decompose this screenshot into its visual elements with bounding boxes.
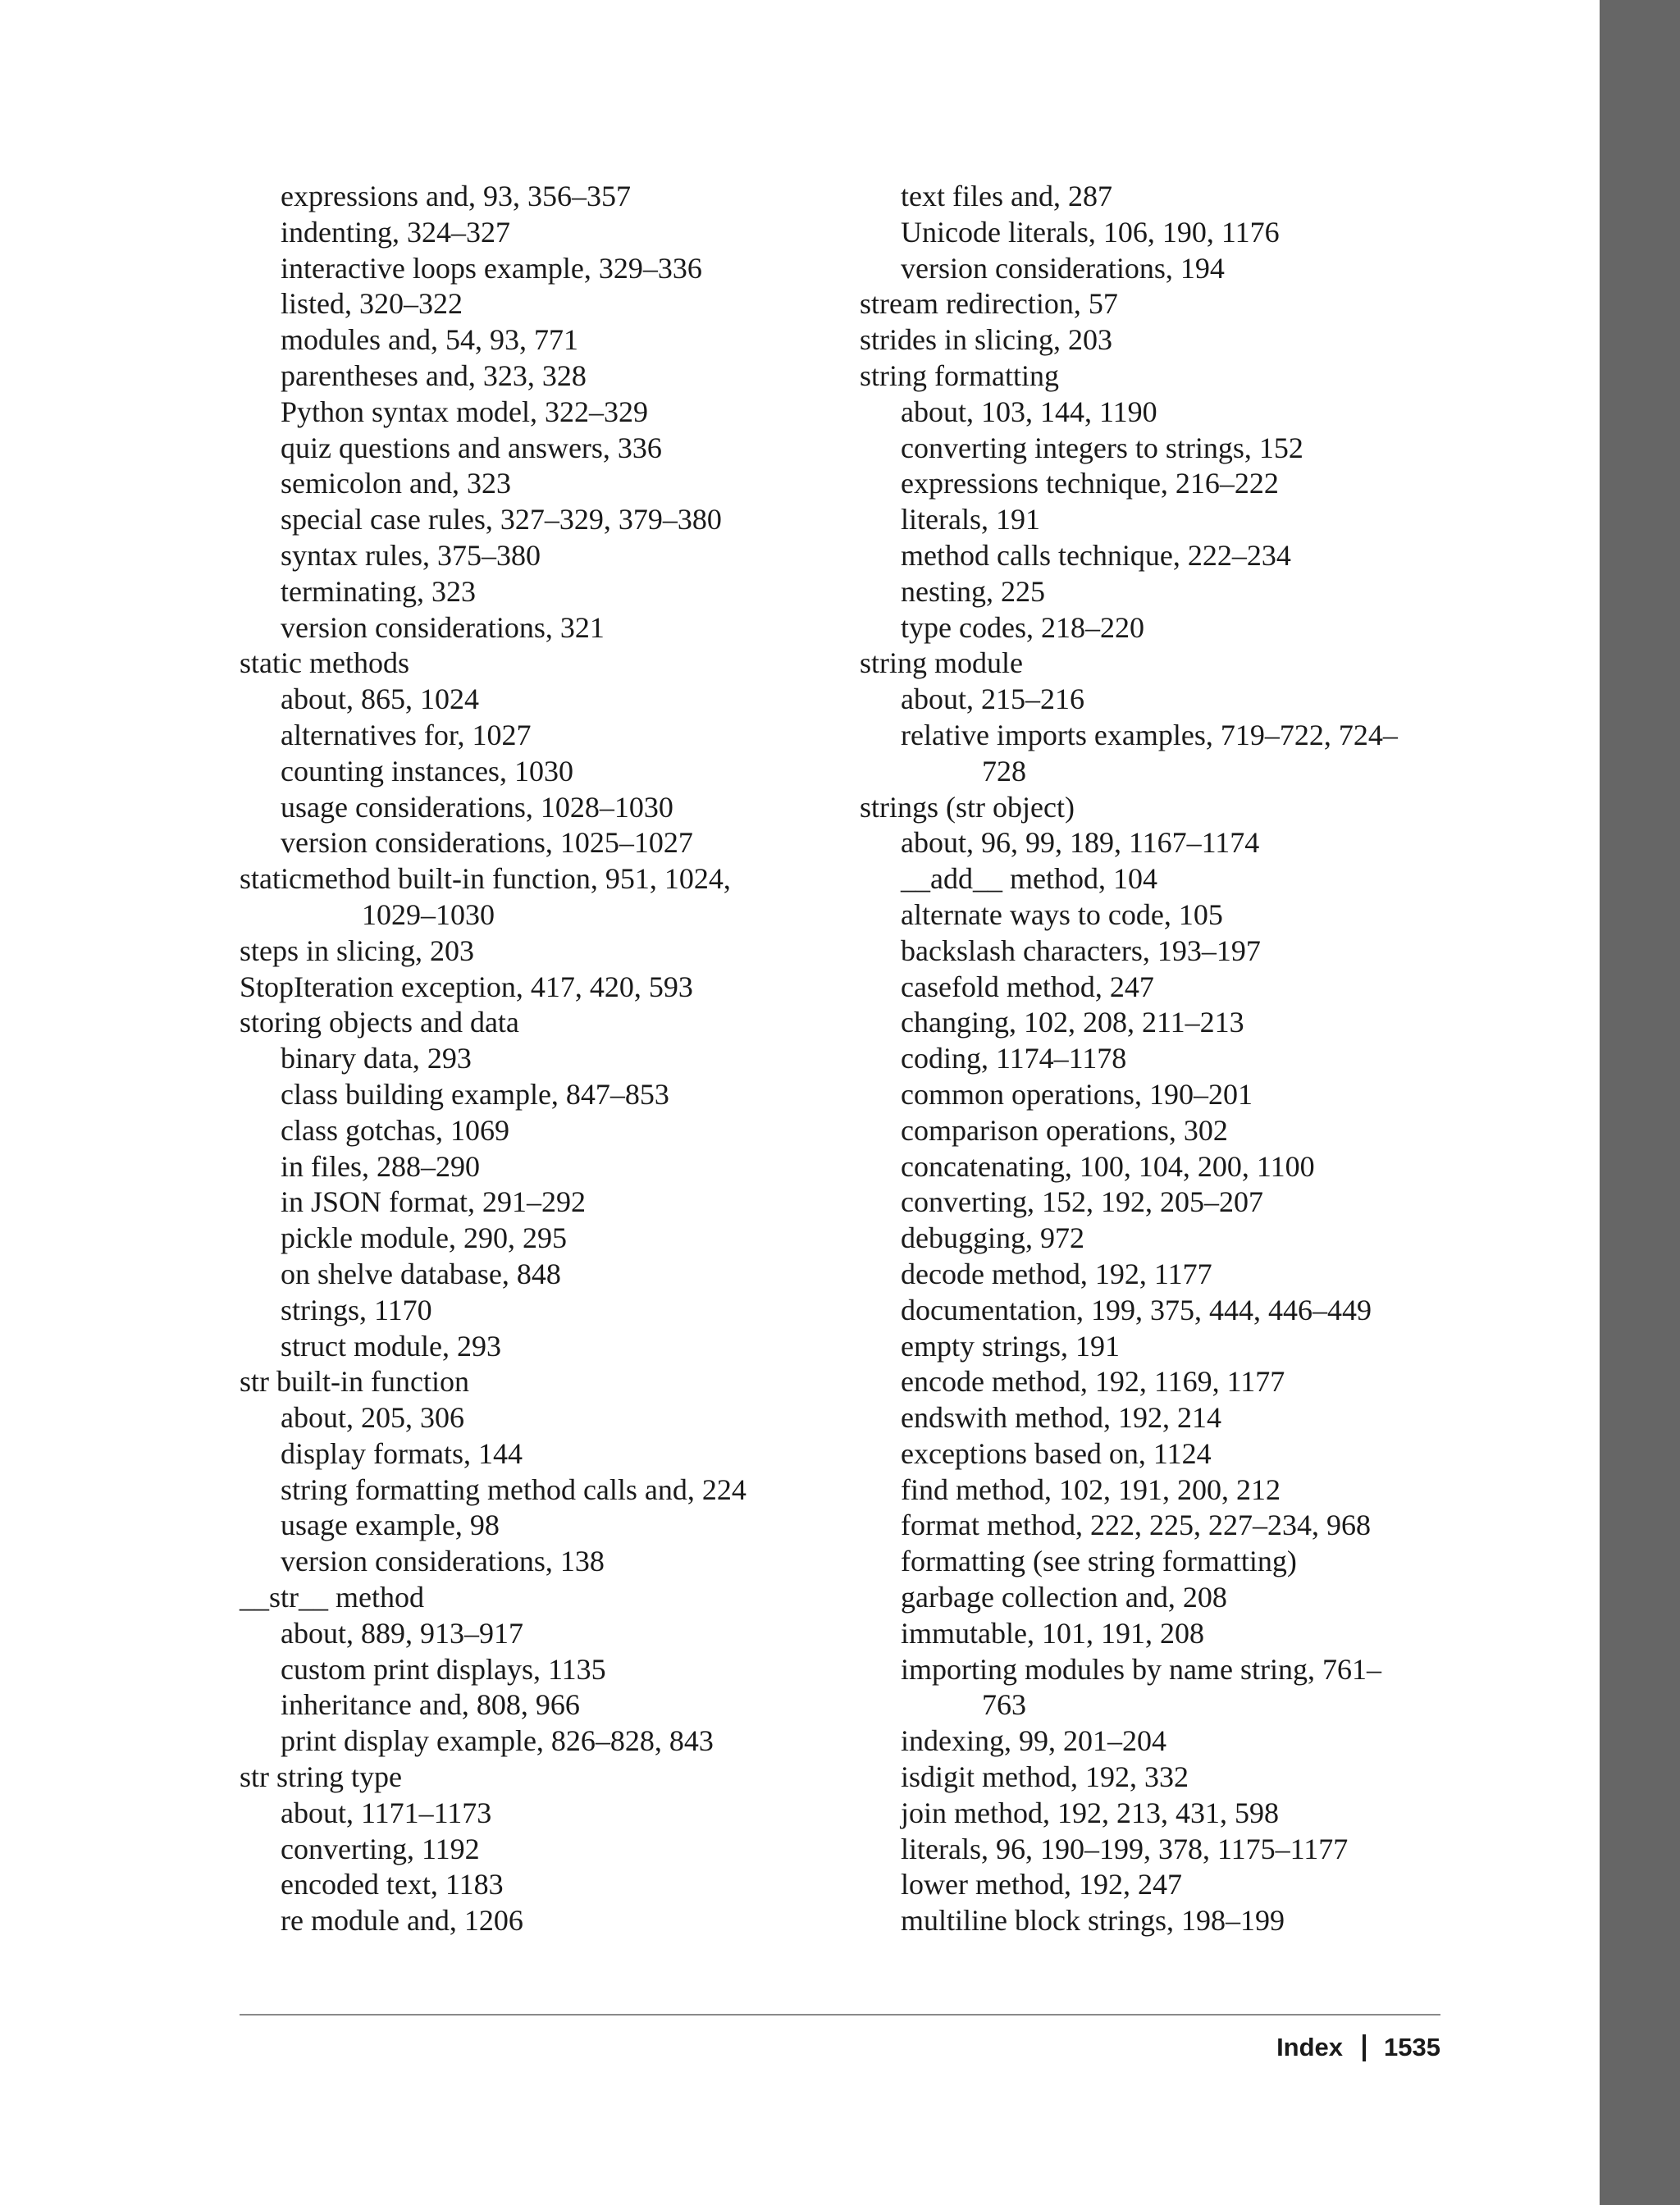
index-subentry: lower method, 192, 247: [901, 1868, 1182, 1901]
page-footer: [1276, 2029, 1440, 2066]
index-subentry: display formats, 144: [281, 1436, 523, 1470]
index-main-entry: static methods: [240, 646, 409, 680]
index-subentry: nesting, 225: [901, 574, 1045, 608]
index-subentry: parentheses and, 323, 328: [281, 358, 587, 392]
index-main-entry: string formatting: [860, 358, 1059, 392]
index-subentry: inheritance and, 808, 966: [281, 1688, 580, 1722]
index-subentry: alternatives for, 1027: [281, 718, 532, 751]
index-subentry: indenting, 324–327: [281, 215, 510, 249]
index-subentry: method calls technique, 222–234: [901, 538, 1291, 572]
index-subentry: on shelve database, 848: [281, 1257, 561, 1290]
index-subentry: decode method, 192, 1177: [901, 1257, 1212, 1290]
index-subentry: usage considerations, 1028–1030: [281, 790, 673, 824]
index-main-entry: string module: [860, 646, 1023, 680]
footer-separator: [1363, 2034, 1366, 2061]
index-subentry: relative imports examples, 719–722, 724–: [901, 718, 1398, 751]
footer-section-label: Index: [1276, 2033, 1344, 2061]
index-subentry: formatting (see string formatting): [901, 1545, 1297, 1578]
index-main-entry: steps in slicing, 203: [240, 934, 474, 967]
index-subentry: encode method, 192, 1169, 1177: [901, 1365, 1285, 1399]
index-subentry: format method, 222, 225, 227–234, 968: [901, 1509, 1371, 1542]
index-subentry: about, 1171–1173: [281, 1796, 492, 1829]
index-subentry: version considerations, 138: [281, 1545, 605, 1578]
index-subentry: listed, 320–322: [281, 287, 463, 321]
index-subentry: string formatting method calls and, 224: [281, 1472, 746, 1506]
index-main-entry: staticmethod built-in function, 951, 1024,: [240, 862, 731, 896]
index-subentry: about, 865, 1024: [281, 682, 479, 716]
index-subentry: in files, 288–290: [281, 1149, 480, 1183]
index-subentry: about, 215–216: [901, 682, 1084, 716]
index-subentry: terminating, 323: [281, 574, 476, 608]
index-subentry: garbage collection and, 208: [901, 1581, 1227, 1614]
index-subentry: struct module, 293: [281, 1329, 501, 1363]
index-subentry: literals, 191: [901, 503, 1040, 536]
index-subentry: print display example, 826–828, 843: [281, 1724, 714, 1758]
index-main-entry: strings (str object): [860, 790, 1075, 824]
index-subentry: class building example, 847–853: [281, 1077, 669, 1111]
index-subentry: text files and, 287: [901, 180, 1112, 212]
index-subentry: endswith method, 192, 214: [901, 1401, 1221, 1435]
index-subentry: Unicode literals, 106, 190, 1176: [901, 215, 1280, 249]
index-column-right: [860, 179, 1483, 1939]
index-entry-continuation: 1029–1030: [362, 897, 495, 931]
index-subentry: documentation, 199, 375, 444, 446–449: [901, 1293, 1372, 1326]
index-subentry: Python syntax model, 322–329: [281, 395, 648, 428]
index-subentry: syntax rules, 375–380: [281, 538, 541, 572]
index-subentry: exceptions based on, 1124: [901, 1436, 1212, 1470]
index-main-entry: str string type: [240, 1760, 402, 1794]
index-subentry: converting, 152, 192, 205–207: [901, 1185, 1263, 1219]
index-subentry: converting, 1192: [281, 1832, 480, 1865]
index-entry-continuation: 728: [982, 754, 1026, 788]
index-subentry: version considerations, 1025–1027: [281, 826, 693, 860]
index-subentry: changing, 102, 208, 211–213: [901, 1006, 1244, 1039]
index-subentry: encoded text, 1183: [281, 1868, 504, 1901]
footer-rule: [240, 2014, 1440, 2016]
index-subentry: about, 103, 144, 1190: [901, 395, 1157, 428]
index-subentry: comparison operations, 302: [901, 1113, 1228, 1147]
index-subentry: strings, 1170: [281, 1293, 432, 1326]
index-subentry: find method, 102, 191, 200, 212: [901, 1472, 1281, 1506]
index-subentry: version considerations, 194: [901, 251, 1225, 285]
index-subentry: importing modules by name string, 761–: [901, 1652, 1381, 1686]
index-subentry: counting instances, 1030: [281, 754, 573, 788]
index-subentry: pickle module, 290, 295: [281, 1221, 567, 1255]
index-subentry: coding, 1174–1178: [901, 1042, 1127, 1075]
index-subentry: in JSON format, 291–292: [281, 1185, 586, 1219]
index-subentry: __add__ method, 104: [901, 862, 1157, 896]
index-subentry: modules and, 54, 93, 771: [281, 323, 578, 357]
index-subentry: interactive loops example, 329–336: [281, 251, 702, 285]
index-subentry: usage example, 98: [281, 1509, 500, 1542]
index-main-entry: StopIteration exception, 417, 420, 593: [240, 970, 693, 1003]
index-subentry: debugging, 972: [901, 1221, 1084, 1255]
index-subentry: expressions and, 93, 356–357: [281, 180, 631, 212]
index-subentry: immutable, 101, 191, 208: [901, 1616, 1204, 1650]
page-number: 1535: [1384, 2033, 1440, 2061]
index-subentry: re module and, 1206: [281, 1904, 523, 1938]
index-subentry: about, 205, 306: [281, 1401, 464, 1435]
index-main-entry: __str__ method: [240, 1581, 424, 1614]
index-subentry: version considerations, 321: [281, 610, 605, 644]
index-subentry: about, 96, 99, 189, 1167–1174: [901, 826, 1260, 860]
index-subentry: class gotchas, 1069: [281, 1113, 509, 1147]
index-subentry: multiline block strings, 198–199: [901, 1904, 1285, 1938]
index-entry-continuation: 763: [982, 1688, 1026, 1722]
index-column-left: [240, 179, 863, 1939]
index-subentry: alternate ways to code, 105: [901, 897, 1223, 931]
index-subentry: custom print displays, 1135: [281, 1652, 606, 1686]
index-subentry: quiz questions and answers, 336: [281, 431, 662, 464]
index-subentry: backslash characters, 193–197: [901, 934, 1261, 967]
index-subentry: casefold method, 247: [901, 970, 1154, 1003]
index-subentry: expressions technique, 216–222: [901, 467, 1279, 500]
index-subentry: literals, 96, 190–199, 378, 1175–1177: [901, 1832, 1349, 1865]
index-subentry: special case rules, 327–329, 379–380: [281, 503, 722, 536]
index-subentry: about, 889, 913–917: [281, 1616, 523, 1650]
index-subentry: isdigit method, 192, 332: [901, 1760, 1189, 1794]
index-subentry: converting integers to strings, 152: [901, 431, 1303, 464]
thumb-tab: [1600, 0, 1680, 2205]
index-subentry: semicolon and, 323: [281, 467, 511, 500]
index-subentry: concatenating, 100, 104, 200, 1100: [901, 1149, 1315, 1183]
index-subentry: type codes, 218–220: [901, 610, 1144, 644]
index-subentry: empty strings, 191: [901, 1329, 1120, 1363]
index-subentry: indexing, 99, 201–204: [901, 1724, 1166, 1758]
index-subentry: join method, 192, 213, 431, 598: [901, 1796, 1279, 1829]
index-subentry: binary data, 293: [281, 1042, 472, 1075]
index-main-entry: stream redirection, 57: [860, 287, 1118, 321]
index-main-entry: str built-in function: [240, 1365, 469, 1399]
index-subentry: common operations, 190–201: [901, 1077, 1253, 1111]
index-main-entry: storing objects and data: [240, 1006, 519, 1039]
index-main-entry: strides in slicing, 203: [860, 323, 1112, 357]
